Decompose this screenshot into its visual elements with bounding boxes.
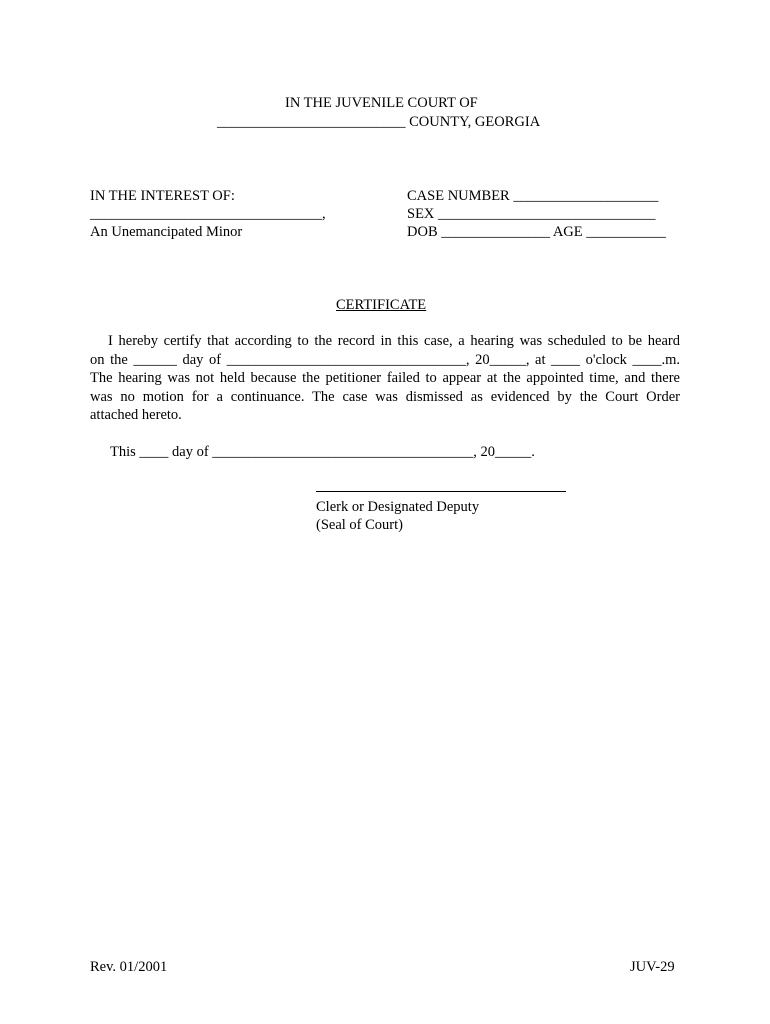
court-heading: IN THE JUVENILE COURT OF (285, 95, 478, 111)
county-heading: __________________________ COUNTY, GEORGIA (217, 114, 541, 130)
revision-date: Rev. 01/2001 (90, 959, 168, 975)
body-line-2: on the ______ day of _________________________________, 20_____, at ____ o'clock ____.m. (90, 351, 680, 368)
case-number-field: CASE NUMBER ____________________ (407, 188, 659, 204)
body-line-1: I hereby certify that according to the record in this case, a hearing was scheduled to be heard (108, 333, 680, 349)
body-line-4: was no motion for a continuance. The case was dismissed as evidenced by the Court Order (90, 388, 680, 405)
body-line-5: attached hereto. (90, 407, 182, 423)
minor-name-line: ________________________________, (90, 206, 326, 222)
signature-title: Clerk or Designated Deputy (316, 499, 480, 515)
signature-line (316, 491, 566, 492)
sex-field: SEX ______________________________ (407, 206, 656, 222)
certificate-body (90, 332, 680, 425)
certificate-title: CERTIFICATE (336, 297, 427, 313)
dob-age-field: DOB _______________ AGE ___________ (407, 224, 666, 240)
unemancipated-minor-label: An Unemancipated Minor (90, 224, 243, 240)
form-number: JUV-29 (630, 959, 675, 975)
dated-line: This ____ day of ____________________________________, 20_____. (110, 444, 535, 460)
body-line-3: The hearing was not held because the petitioner failed to appear at the appointed time, and there (90, 370, 680, 386)
seal-of-court-label: (Seal of Court) (316, 517, 403, 533)
interest-of-label: IN THE INTEREST OF: (90, 188, 235, 204)
